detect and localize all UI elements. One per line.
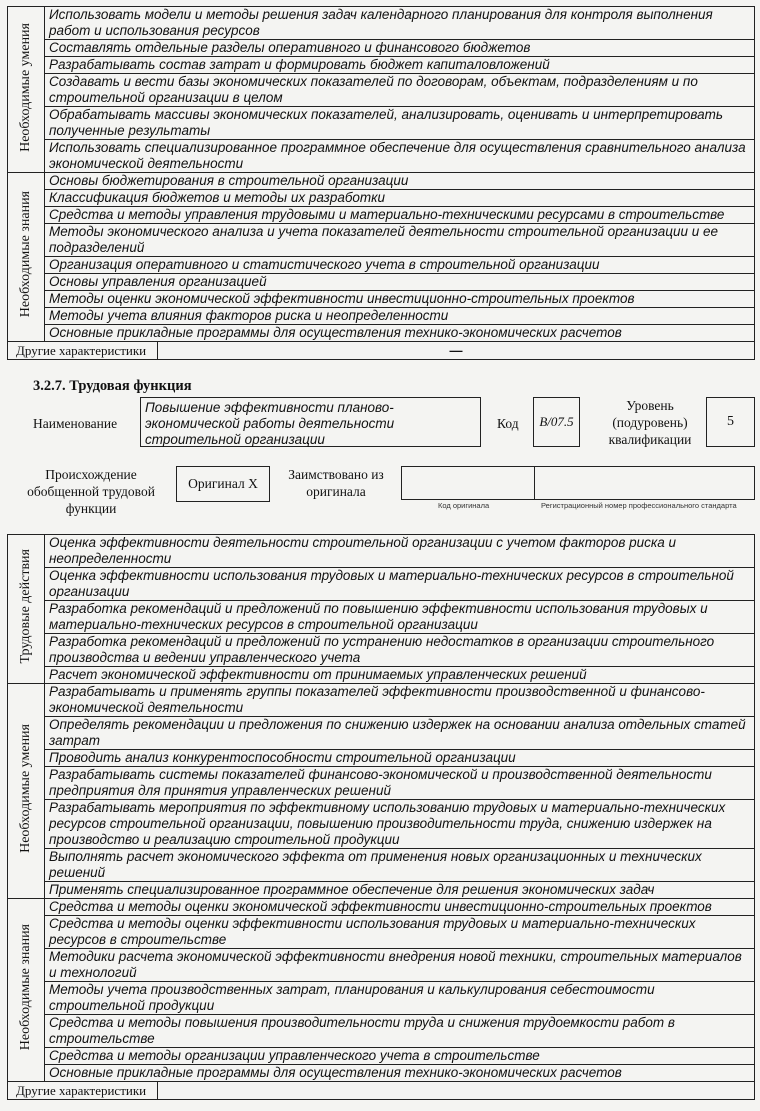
main-other-value — [158, 1082, 755, 1100]
reg-number-caption: Регистрационный номер профессионального стандарта — [541, 501, 737, 510]
knowledge-row — [8, 1048, 755, 1065]
skills-item: Выполнять расчет экономического эффекта от применения новых организационных и технических решений — [45, 849, 755, 882]
knowledge-category — [8, 899, 45, 1082]
reg-number-box — [534, 466, 755, 500]
knowledge-item: Основные прикладные программы для осуществления технико-экономических расчетов — [45, 1065, 755, 1082]
actions-item: Разработка рекомендаций и предложений по устранению недостатков в организации строительного производства и ведении управленческого учета — [45, 634, 755, 667]
actions-row — [8, 634, 755, 667]
prev-skills-row — [8, 140, 755, 173]
skills-row — [8, 882, 755, 899]
prev-knowledge-row — [8, 173, 755, 190]
prev-skills-row — [8, 107, 755, 140]
main-other-label: Другие характеристики — [8, 1082, 158, 1100]
skills-item: Проводить анализ конкурентоспособности строительной организации — [45, 750, 755, 767]
actions-item: Оценка эффективности деятельности строительной организации с учетом факторов риска и неопределенности — [45, 535, 755, 568]
code-label: Код — [497, 416, 519, 431]
prev-skills-item: Создавать и вести базы экономических показателей по договорам, объектам, подразделениям и по строительной организации в целом — [45, 74, 755, 107]
actions-row — [8, 601, 755, 634]
actions-item: Разработка рекомендаций и предложений по повышению эффективности использования трудовых и материально-технических ресурсов в строительной организации — [45, 601, 755, 634]
knowledge-category-label: Необходимые знания — [18, 924, 33, 1051]
prev-knowledge-row — [8, 257, 755, 274]
prev-skills-category — [8, 7, 45, 173]
skills-row — [8, 767, 755, 800]
skills-row — [8, 684, 755, 717]
main-other-row — [8, 1082, 755, 1100]
skills-row — [8, 717, 755, 750]
prev-knowledge-category — [8, 173, 45, 342]
prev-knowledge-category-label: Необходимые знания — [18, 191, 33, 318]
level-label: Уровень (подуровень) квалификации — [608, 398, 692, 447]
function-title: 3.2.7. Трудовая функция — [33, 378, 192, 394]
actions-row — [8, 535, 755, 568]
prev-knowledge-item: Основы управления организацией — [45, 274, 755, 291]
actions-category — [8, 535, 45, 684]
skills-row — [8, 849, 755, 882]
prev-knowledge-row — [8, 207, 755, 224]
prev-knowledge-item: Методы экономического анализа и учета показателей деятельности строительной организации и ее подразделений — [45, 224, 755, 257]
actions-row — [8, 568, 755, 601]
borrowed-label: Заимствовано из оригинала — [288, 467, 384, 499]
prev-other-label: Другие характеристики — [8, 342, 158, 360]
prev-knowledge-row — [8, 190, 755, 207]
prev-knowledge-row — [8, 224, 755, 257]
prev-skills-row — [8, 57, 755, 74]
requirements-table — [7, 534, 755, 1100]
function-code-box: B/07.5 — [533, 397, 580, 447]
prev-knowledge-item: Основные прикладные программы для осуществления технико-экономических расчетов — [45, 325, 755, 342]
knowledge-item: Средства и методы повышения производительности труда и снижения трудоемкости работ в строительстве — [45, 1015, 755, 1048]
prev-knowledge-item: Методы оценки экономической эффективности инвестиционно-строительных проектов — [45, 291, 755, 308]
prev-knowledge-row — [8, 325, 755, 342]
knowledge-row — [8, 949, 755, 982]
knowledge-item: Средства и методы организации управленческого учета в строительстве — [45, 1048, 755, 1065]
level-box: 5 — [706, 397, 755, 447]
skills-category — [8, 684, 45, 899]
prev-skills-category-label: Необходимые умения — [18, 22, 33, 152]
actions-item: Оценка эффективности использования трудовых и материально-технических ресурсов в строительной организации — [45, 568, 755, 601]
code-original-caption: Код оригинала — [438, 501, 490, 510]
prev-knowledge-item: Классификация бюджетов и методы их разработки — [45, 190, 755, 207]
prev-other-value: — — [158, 342, 755, 360]
prev-skills-row — [8, 40, 755, 57]
knowledge-row — [8, 916, 755, 949]
skills-item: Разрабатывать системы показателей финансово-экономической и производственной деятельности предприятия для принятия управленческих решений — [45, 767, 755, 800]
prev-knowledge-row — [8, 274, 755, 291]
actions-item: Расчет экономической эффективности от принимаемых управленческих решений — [45, 667, 755, 684]
prev-knowledge-item: Методы учета влияния факторов риска и неопределенности — [45, 308, 755, 325]
actions-row — [8, 667, 755, 684]
skills-item: Разрабатывать мероприятия по эффективному использованию трудовых и материально-технических ресурсов строительной организации, повышению производительности труда, снижению издержек на производство и реализацию строительной продукции — [45, 800, 755, 849]
prev-knowledge-row — [8, 291, 755, 308]
skills-item: Определять рекомендации и предложения по снижению издержек на основании анализа отдельных статей затрат — [45, 717, 755, 750]
skills-row — [8, 750, 755, 767]
prev-knowledge-item: Средства и методы управления трудовыми и материально-техническими ресурсами в строительстве — [45, 207, 755, 224]
skills-item: Разрабатывать и применять группы показателей эффективности производственной и финансово-экономической деятельности — [45, 684, 755, 717]
prev-knowledge-item: Организация оперативного и статистического учета в строительной организации — [45, 257, 755, 274]
prev-skills-row — [8, 74, 755, 107]
skills-item: Применять специализированное программное обеспечение для решения экономических задач — [45, 882, 755, 899]
prev-skills-item: Использовать модели и методы решения задач календарного планирования для контроля выполнения работ и использования ресурсов — [45, 7, 755, 40]
prev-knowledge-item: Основы бюджетирования в строительной организации — [45, 173, 755, 190]
function-name-box: Повышение эффективности планово-экономической работы деятельности строительной организации — [140, 397, 481, 447]
prev-requirements-table — [7, 6, 755, 360]
name-label: Наименование — [33, 416, 118, 431]
code-original-box — [401, 466, 535, 500]
skills-category-label: Необходимые умения — [18, 724, 33, 853]
knowledge-row — [8, 899, 755, 916]
skills-row — [8, 800, 755, 849]
prev-skills-item: Разрабатывать состав затрат и формировать бюджет капиталовложений — [45, 57, 755, 74]
prev-other-row — [8, 342, 755, 360]
knowledge-item: Средства и методы оценки эффективности использования трудовых и материально-технических ресурсов в строительстве — [45, 916, 755, 949]
knowledge-row — [8, 1065, 755, 1082]
prev-skills-item: Обрабатывать массивы экономических показателей, анализировать, оценивать и интерпретировать полученные результаты — [45, 107, 755, 140]
prev-skills-item: Составлять отдельные разделы оперативного и финансового бюджетов — [45, 40, 755, 57]
prev-skills-row — [8, 7, 755, 40]
origin-label: Происхождение обобщенной трудовой функции — [27, 467, 155, 516]
knowledge-row — [8, 982, 755, 1015]
knowledge-item: Методики расчета экономической эффективности внедрения новой техники, строительных материалов и технологий — [45, 949, 755, 982]
knowledge-row — [8, 1015, 755, 1048]
prev-skills-item: Использовать специализированное программное обеспечение для осуществления сравнительного анализа экономической деятельности — [45, 140, 755, 173]
knowledge-item: Методы учета производственных затрат, планирования и калькулирования себестоимости строительной продукции — [45, 982, 755, 1015]
actions-category-label: Трудовые действия — [18, 549, 33, 664]
origin-box: Оригинал X — [176, 466, 270, 502]
knowledge-item: Средства и методы оценки экономической эффективности инвестиционно-строительных проектов — [45, 899, 755, 916]
prev-knowledge-row — [8, 308, 755, 325]
